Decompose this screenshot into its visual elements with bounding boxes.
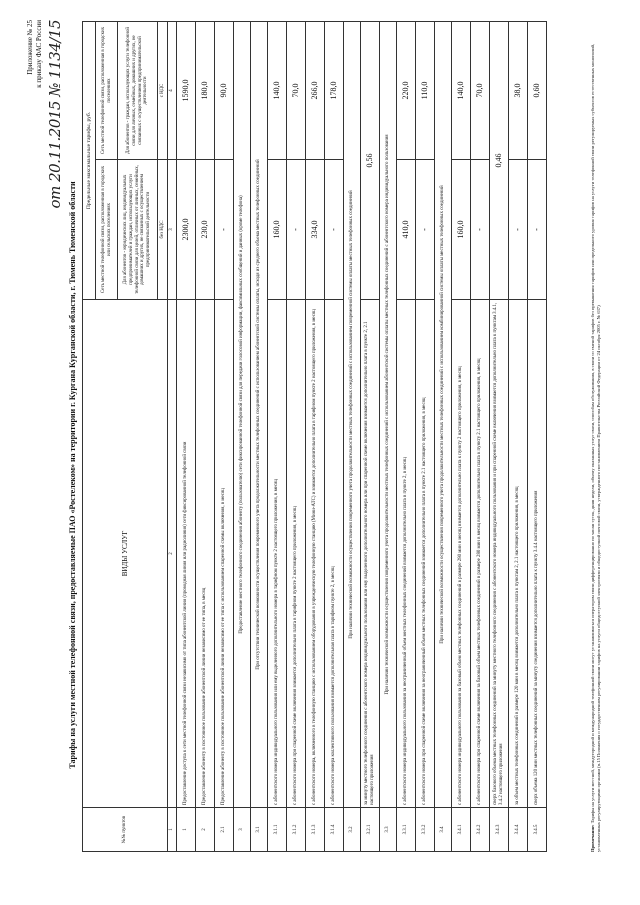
service-text: за минуту местного телефонного соединения с абонентского номера индивидуального пользования или ему выделенного дополнительного номера или при спаренной схеме включения взимается дополнительно плата в пункте 2, 2.1 настоящего приложения [361,300,380,808]
row-number: 3.1.1 [268,808,287,852]
table-row [397,21,416,851]
table-frame [82,22,612,852]
tariff-rows [177,21,547,851]
service-text: за объем местных телефонных соединений в размере 120 мин в месяц взимается дополнительно плата к пунктам 2, 2.1 настоящего приложения, в месяц [509,300,528,808]
service-text: с абонентского номера индивидуального пользования за базовый объем местных телефонных соединений в размере 280 мин в месяц взимается дополнительно плата к пункту 2 настоящего приложения, в месяц [452,300,471,808]
document-title: Тарифы на услуги местной телефонной связи, предоставляемые ПАО «Ростелеком» на территории г. Кургана Курганской области, г. Тюмень Тюменской области [68,181,77,769]
row-number: 3.1.2 [287,808,306,852]
footnote-text: Тарифы на услуги местной, междугородной и международной телефонной связи могут устанавливаться оператором связи дифференцированно по часам суток, дням недели, объему оказанных услуг связи, способам обслуживания, в связи со сменой тарифов без превышения тарифов или предельного уровня тарифов на услуги телефонной связи регулируемых субъектов естественных монополий, установленных регулирующими органами (п.15 Положения о государственном регулировании тарифов на услуги общедоступной электросвязи и общедоступной почтовой связи, утвержденного постановлением Правительства Российской Федерации от 24 октября 2005 г. № 637) [590,43,601,852]
section-text: При наличии технической возможности осуществления повременного учета продолжительности местных телефонных соединений с использованием абонентской системы оплаты местных телефонных соединений с абонентского номера индивидуального пользования [380,21,397,807]
tariff-value-legal: 160,0 [452,160,471,300]
tariff-value-legal: 160,0 [268,160,287,300]
tariff-table [82,21,547,852]
tariff-value-citizens: 178,0 [325,21,344,159]
service-text: с абонентского номера, включенного в телефонную станцию с использованием оборудования в учрежденческую телефонную станцию (Мини-АТС) и взимается дополнительно плата в тарифном пункте 2 настоящего приложения, в месяц [306,300,325,808]
appendix-stamp [26,20,64,280]
tariff-value-combined: 0,46 [490,21,509,299]
service-text: Предоставление абоненту в постоянное пользование абонентской линии независимо от ее типа, в месяц [196,300,215,808]
row-number: 3.1.4 [325,808,344,852]
service-text: с абонентского номера при спаренной схеме включения за базовый объем местных телефонных соединений в размере 280 мин в месяц взимается дополнительно плата к пункту 2.1 настоящего приложения, в месяц [471,300,490,808]
tariff-value-citizens: 70,0 [287,21,306,159]
row-number: 3.3 [380,808,397,852]
table-row [177,21,196,851]
row-number: 3.4.2 [471,808,490,852]
row-number: 3.4.5 [528,808,547,852]
section-text: При отсутствии технической возможности осуществления повременного учета продолжительности местных телефонных соединений с использованием абонентской системы оплаты, исходя из среднего объема местных телефонных соединений [251,21,268,807]
table-row [528,21,547,851]
row-number: 3.4 [435,808,452,852]
row-number: 3.3.1 [397,808,416,852]
tariff-value-legal: - [287,160,306,300]
tariff-value-citizens: 140,0 [268,21,287,159]
row-number: 3.3.2 [416,808,435,852]
header-sub-a: Сеть местной телефонной связи, расположенная в городских или сельских поселениях [96,160,118,300]
table-row [215,21,234,851]
table-row [452,21,471,851]
colnum-4: 4 [168,21,177,159]
tariff-value-citizens: 70,0 [471,21,490,159]
section-row [380,21,397,851]
row-number: 2.1 [215,808,234,852]
tariff-value-citizens: 266,0 [306,21,325,159]
service-text: Предоставление абоненту в постоянное пользование абонентской линии независимо от ее типа с использованием спаренной схемы включения, в месяц [215,300,234,808]
tariff-value-legal: 230,0 [196,160,215,300]
row-number: 3.1.3 [306,808,325,852]
tariff-value-citizens: 140,0 [452,21,471,159]
tariff-value-legal: - [471,160,490,300]
table-row [196,21,215,851]
tariff-value-legal: - [215,160,234,300]
tariff-value-citizens: 180,0 [196,21,215,159]
tariff-value-citizens: 90,0 [215,21,234,159]
section-text: При наличии технической возможности осуществления повременного учета продолжительности местных телефонных соединений с использованием комбинированной системы оплаты местных телефонных соединений [435,21,452,807]
tariff-value-legal: 410,0 [397,160,416,300]
tariff-value-citizens: 0,60 [528,21,547,159]
table-row [325,21,344,851]
row-number: 3.4.3 [490,808,509,852]
rotated-document-page [20,12,620,892]
row-number: 3.2.1 [361,808,380,852]
row-number: 2 [196,808,215,852]
colnum-3: 3 [168,160,177,300]
header-vat2: с НДС [158,21,168,159]
service-text: с абонентского номера индивидуального пользования или ему выделенного дополнительного номера в тарифном пункте 2 настоящего приложения, в месяц [268,300,287,808]
table-row [416,21,435,851]
service-text: с абонентского номера индивидуального пользования за неограниченный объем местных телефонных соединений взимается дополнительно плата в пункте 2, в месяц [397,300,416,808]
section-row [234,21,251,851]
row-number: 3.1 [251,808,268,852]
header-a1: Для абонентов - юридических лиц, индивидуальных предпринимателей и граждан, использующих услуги телефонной связи для целей, отличных от личных, семейных, домашних и других, не связанных с осуществлением предпринимательской деятельности [118,160,158,300]
tariff-value-legal: - [325,160,344,300]
header-vat1: без НДС [158,160,168,300]
tariff-value-legal: - [416,160,435,300]
tariff-value-citizens: 220,0 [397,21,416,159]
section-row [344,21,361,851]
row-number: 1 [177,808,196,852]
appendix-label: Приложение № 25 [26,20,34,75]
colnum-1: 1 [168,808,177,852]
tariff-value-citizens: 38,0 [509,21,528,159]
tariff-value-legal: - [509,160,528,300]
appendix-order-line: к приказу ФАС России [34,20,43,88]
section-text: Предоставление местного телефонного соединения абоненту (пользователю) сети фиксированной телефонной связи для передачи голосовой информации, факсимильных сообщений и данных (кроме телефона) [234,21,251,807]
header-num: №№ пунктов [83,808,168,852]
service-text: Предоставление доступа к сети местной телефонной связи независимо от типа абонентской линии (проводная линия или радиолиния) сети фиксированной телефонной связи [177,300,196,808]
service-text: с абонентского номера коллективного пользования взимается дополнительная плата в тарифном пункте 2, в месяц [325,300,344,808]
tariff-value-combined: 0,56 [361,21,380,299]
table-row [471,21,490,851]
service-text: с абонентского номера при спаренной схеме включения за неограниченный объем местных телефонных соединений взимается дополнительно плата в пункте 2.1 настоящего приложения, в месяц [416,300,435,808]
row-number: 3.4.4 [509,808,528,852]
table-row [490,21,509,851]
service-text: с абонентского номера при спаренной схеме включения взимается дополнительно плата в тарифном пункте 2 настоящего приложения, в месяц [287,300,306,808]
tariff-value-citizens: 1590,0 [177,21,196,159]
tariff-value-legal: - [528,160,547,300]
footnote-label: Примечание: [590,824,595,852]
header-service: ВИДЫ УСЛУГ [83,300,168,808]
table-row [306,21,325,851]
table-row [509,21,528,851]
row-number: 3.2 [344,808,361,852]
service-text: сверх базового объема местных телефонных соединений за минуту местного телефонного соединения с абонентского номера индивидуального пользования и при спаренной схеме включения взимается дополнительно плата к пунктам 3.4.1, 3.4.2 настоящего приложения [490,300,509,808]
row-number: 3.4.1 [452,808,471,852]
header-sub-b: Сеть местной телефонной связи, расположенная в городских поселениях [96,21,118,159]
section-text: При наличии технической возможности осуществления повременного учета продолжительности местных телефонных соединений с использованием повременной системы оплаты местных телефонных соединений [344,21,361,807]
row-number: 3 [234,808,251,852]
section-row [435,21,452,851]
header-a2: Для абонентов - граждан, использующих услуги телефонной связи для личных, семейных, домашних и других, не связанных с осуществлением предпринимательской деятельности [118,21,158,159]
tariff-value-legal: 2300,0 [177,160,196,300]
table-row [287,21,306,851]
tariff-value-legal: 334,0 [306,160,325,300]
footnote [590,22,601,852]
table-row [361,21,380,851]
header-group: Предельные максимальные тарифы, руб. [83,21,96,299]
section-row [251,21,268,851]
table-row [268,21,287,851]
colnum-2: 2 [168,300,177,808]
tariff-value-citizens: 110,0 [416,21,435,159]
handwritten-order-number: от 20.11.2015 № 1134/15 [45,20,64,209]
service-text: сверх объема 120 мин местных телефонных соединений за минуту соединения взимается дополнительно плата к пункту 3.4.4 настоящего приложения [528,300,547,808]
